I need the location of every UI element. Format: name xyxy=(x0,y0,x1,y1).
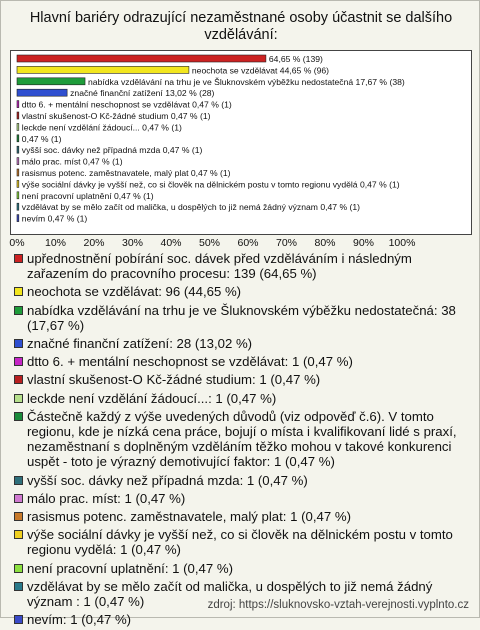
legend-label: dtto 6. + mentální neschopnost se vzdělávat: 1 (0,47 %) xyxy=(27,354,353,370)
legend-swatch xyxy=(14,530,23,539)
legend-swatch xyxy=(14,494,23,503)
legend-label: leckde není vzdělání žádoucí...: 1 (0,47 %) xyxy=(27,390,277,406)
bar-label-10: málo prac. míst 0,47 % (1) xyxy=(21,156,123,167)
legend-label: výše sociální dávky je vyšší než, co si člověk na dělnickém postu v tomto regionu vydělá: 1 (0,47 %) xyxy=(27,527,453,558)
x-tick-label: 30% xyxy=(121,237,144,249)
legend-swatch xyxy=(14,357,23,366)
legend-item xyxy=(14,303,469,333)
legend-swatch xyxy=(14,564,23,573)
legend-swatch xyxy=(14,476,23,485)
bar-label-8: 0,47 % (1) xyxy=(21,133,62,144)
legend-label: upřednostnění pobírání soc. dávek před vzděláváním i následným zařazením do pracovního procesu: 139 (64,65 %) xyxy=(27,251,412,282)
bar-1 xyxy=(17,55,266,62)
bar-13 xyxy=(17,192,19,199)
bar-label-14: vzdělávat by se mělo začít od malička, u dospělých to již nemá žádný význam 0,47 % (1) xyxy=(21,202,360,213)
plot-area xyxy=(10,50,472,235)
legend-swatch xyxy=(14,615,23,624)
bar-3 xyxy=(17,78,85,85)
bar-11 xyxy=(17,169,19,176)
legend-item xyxy=(14,372,469,387)
legend-item xyxy=(14,336,469,351)
legend-swatch xyxy=(14,287,23,296)
bar-9 xyxy=(17,146,19,153)
legend-item xyxy=(14,509,469,524)
bar-label-6: vlastní skušenost-O Kč-žádné studium 0,47 % (1) xyxy=(21,111,211,121)
bar-10 xyxy=(17,158,19,165)
bar-15 xyxy=(17,215,19,222)
legend-label: vlastní skušenost-O Kč-žádné studium: 1 (0,47 %) xyxy=(27,372,321,388)
legend-label: Částečně každý z výše uvedených důvodů (viz odpověď č.6). V tomto regionu, kde je nízká cena práce, bojují o místa i kvalifikovaní lidé s praxí, nezaměstnaní s doplněným vzděláním těžko mohou v takové konkurenci uspět - toto je výrazný demotivující faktor: 1 (0,47 %) xyxy=(27,408,457,470)
legend-swatch xyxy=(14,254,23,263)
legend-item xyxy=(14,612,469,627)
legend-label: vzdělávat by se mělo začít od malička, u dospělých to již nemá žádný význam : 1 (0,47 %) xyxy=(27,578,433,610)
bar-5 xyxy=(17,101,19,108)
bar-4 xyxy=(17,89,67,96)
bar-label-4: značné finanční zatížení 13,02 % (28) xyxy=(70,88,215,99)
bar-8 xyxy=(17,135,19,142)
legend-swatch xyxy=(14,394,23,403)
legend-swatch xyxy=(14,512,23,521)
bar-7 xyxy=(17,123,19,130)
bar-chart xyxy=(11,51,471,234)
legend-item xyxy=(14,409,469,470)
source-text: zdroj: https://sluknovsko-vztah-verejnosti.vyplnto.cz xyxy=(207,599,469,611)
x-tick-label: 70% xyxy=(275,237,298,249)
legend-item xyxy=(14,251,469,281)
legend-item xyxy=(14,561,469,576)
bar-label-13: není pracovní uplatnění 0,47 % (1) xyxy=(21,190,154,201)
legend-label: nevím: 1 (0,47 %) xyxy=(27,612,132,628)
legend-label: značné finanční zatížení: 28 (13,02 %) xyxy=(27,336,253,352)
x-tick-label: 20% xyxy=(83,237,105,249)
legend-item xyxy=(14,473,469,488)
bar-label-3: nabídka vzdělávání na trhu je ve Šluknovském výběžku nedostatečná 17,67 % (38) xyxy=(88,76,405,87)
bar-label-9: vyšší soc. dávky než případná mzda 0,47 % (1) xyxy=(21,145,203,156)
legend-swatch xyxy=(14,306,23,315)
legend-label: málo prac. míst: 1 (0,47 %) xyxy=(27,490,186,506)
legend-label: rasismus potenc. zaměstnavatele, malý plat: 1 (0,47 %) xyxy=(27,509,351,525)
x-tick-label: 90% xyxy=(352,237,375,249)
bar-label-5: dtto 6. + mentální neschopnost se vzdělávat 0,47 % (1) xyxy=(21,99,232,110)
legend-item xyxy=(14,391,469,406)
bar-14 xyxy=(17,203,19,210)
bar-label-12: výše sociální dávky je vyšší než, co si člověk na dělnickém postu v tomto regionu vydělá 0,47 % (1) xyxy=(21,179,400,190)
x-tick-label: 40% xyxy=(160,237,182,249)
chart-title: Hlavní bariéry odrazující nezaměstnané osoby účastnit se dalšího vzdělávání: xyxy=(29,10,453,43)
legend xyxy=(14,251,469,630)
bar-label-7: leckde není vzdělání žádoucí... 0,47 % (1) xyxy=(21,122,182,133)
bar-6 xyxy=(17,112,19,119)
legend-label: vyšší soc. dávky než případná mzda: 1 (0,47 %) xyxy=(27,472,308,488)
x-tick-label: 10% xyxy=(44,237,67,249)
x-tick-label: 100% xyxy=(388,237,416,249)
legend-swatch xyxy=(14,582,23,591)
legend-label: nabídka vzdělávání na trhu je ve Šluknovském výběžku nedostatečná: 38 (17,67 %) xyxy=(27,302,456,333)
legend-item xyxy=(14,491,469,506)
bar-2 xyxy=(17,66,189,73)
legend-item xyxy=(14,284,469,299)
legend-item xyxy=(14,527,469,557)
legend-label: není pracovní uplatnění: 1 (0,47 %) xyxy=(27,560,234,576)
legend-swatch xyxy=(14,412,23,421)
x-tick-label: 50% xyxy=(198,237,221,249)
legend-swatch xyxy=(14,339,23,348)
bar-label-15: nevím 0,47 % (1) xyxy=(21,213,88,224)
legend-item xyxy=(14,354,469,369)
legend-swatch xyxy=(14,375,23,384)
x-tick-label: 0% xyxy=(9,237,25,249)
x-tick-label: 80% xyxy=(314,237,336,249)
bar-label-1: 64,65 % (139) xyxy=(268,54,323,64)
bar-label-11: rasismus potenc. zaměstnavatele, malý plat 0,47 % (1) xyxy=(21,168,231,178)
bar-12 xyxy=(17,180,19,187)
legend-label: neochota se vzdělávat: 96 (44,65 %) xyxy=(27,284,242,300)
bar-label-2: neochota se vzdělávat 44,65 % (96) xyxy=(191,65,330,76)
x-tick-label: 60% xyxy=(237,237,259,249)
